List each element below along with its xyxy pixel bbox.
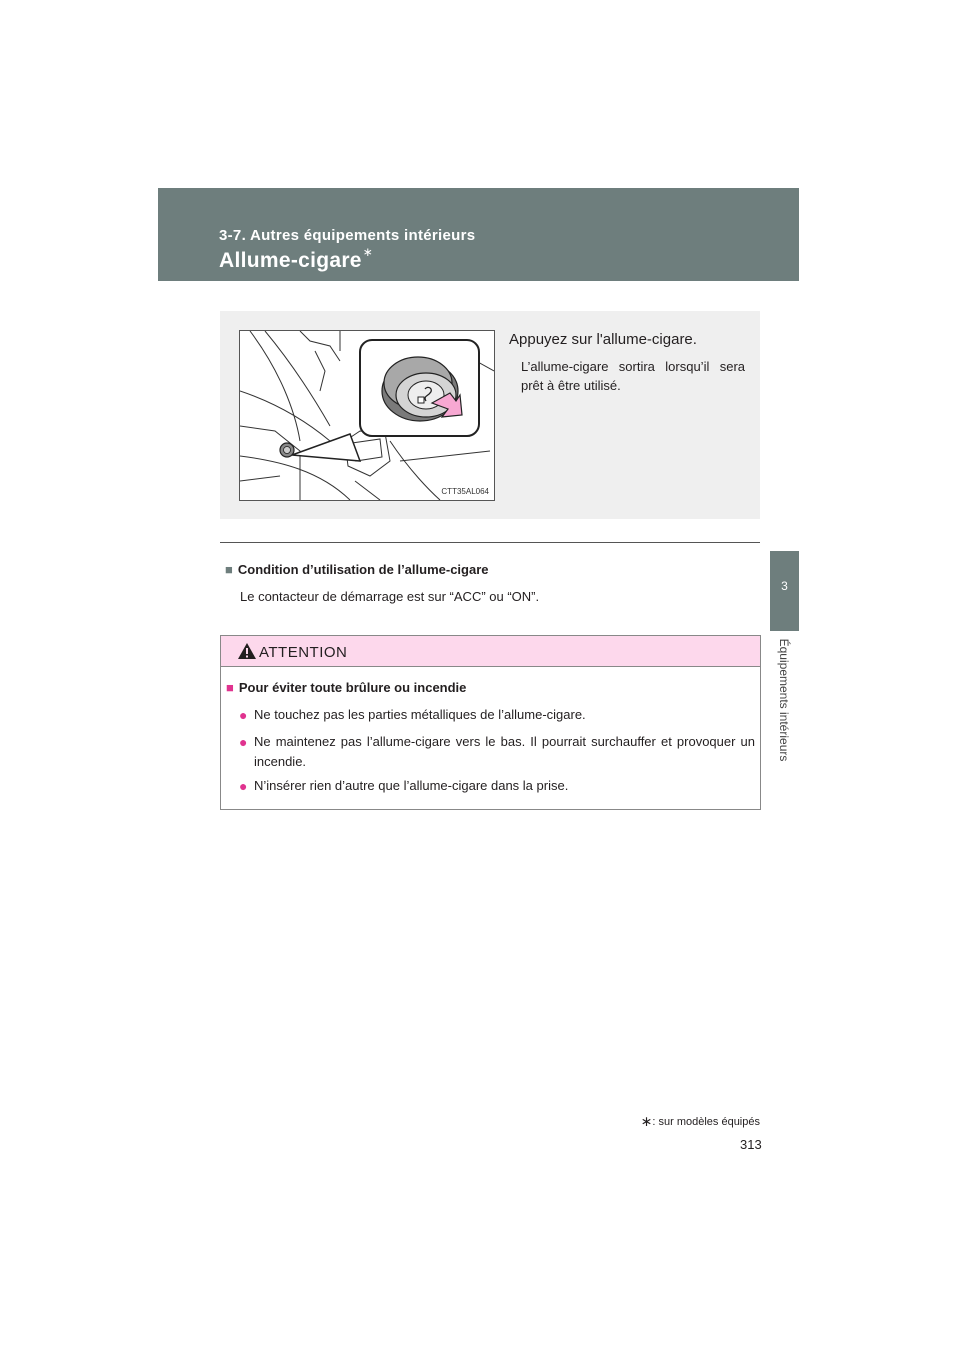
warning-bullet	[239, 732, 755, 772]
note-text: Le contacteur de démarrage est sur “ACC” ou “ON”.	[240, 589, 540, 604]
illustration-panel	[220, 311, 760, 519]
chapter-label: Équipements intérieurs	[777, 638, 791, 762]
title-mark: ∗	[362, 245, 374, 259]
chapter-tab	[770, 551, 799, 631]
square-bullet-icon: ■	[226, 680, 234, 695]
bullet-dot-icon: ●	[239, 707, 248, 723]
page-header	[158, 188, 799, 281]
bullet-dot-icon: ●	[239, 778, 248, 794]
warning-subheading	[226, 680, 466, 695]
warning-bullet	[239, 705, 755, 725]
section-number: 3-7. Autres équipements intérieurs	[219, 227, 476, 244]
footnote-mark: ∗	[640, 1113, 653, 1129]
square-bullet-icon: ■	[225, 562, 233, 577]
footnote	[641, 1112, 760, 1129]
footnote-text: : sur modèles équipés	[652, 1116, 760, 1128]
page-title	[219, 245, 374, 273]
lighter-drawing	[240, 331, 494, 500]
warning-header	[221, 636, 760, 667]
warning-bullet	[239, 776, 755, 796]
warning-bullet-text: Ne touchez pas les parties métalliques de l’allume-cigare.	[254, 707, 586, 722]
bullet-dot-icon: ●	[239, 734, 248, 750]
section-divider	[220, 542, 760, 543]
warning-bullet-text: Ne maintenez pas l’allume-cigare vers le bas. Il pourrait surchauffer et provoquer un incendie.	[254, 734, 755, 769]
note-heading-text: Condition d’utilisation de l’allume-cigare	[237, 562, 489, 577]
warning-triangle-icon	[237, 642, 257, 660]
illustration-code: CTT35AL064	[441, 487, 489, 496]
page-title-text: Allume-cigare	[219, 249, 362, 272]
cigarette-lighter-illustration	[239, 330, 495, 501]
step-text: L’allume-cigare sortira lorsqu’il sera prêt à être utilisé.	[521, 359, 745, 393]
warning-bullet-text: N’insérer rien d’autre que l’allume-cigare dans la prise.	[254, 778, 569, 793]
warning-subheading-text: Pour éviter toute brûlure ou incendie	[238, 680, 467, 695]
warning-box	[220, 635, 761, 810]
step-title: Appuyez sur l'allume-cigare.	[509, 331, 697, 348]
note-heading	[225, 562, 489, 577]
chapter-number: 3	[781, 579, 788, 593]
page-number: 313	[740, 1137, 762, 1152]
warning-title: ATTENTION	[259, 644, 348, 661]
